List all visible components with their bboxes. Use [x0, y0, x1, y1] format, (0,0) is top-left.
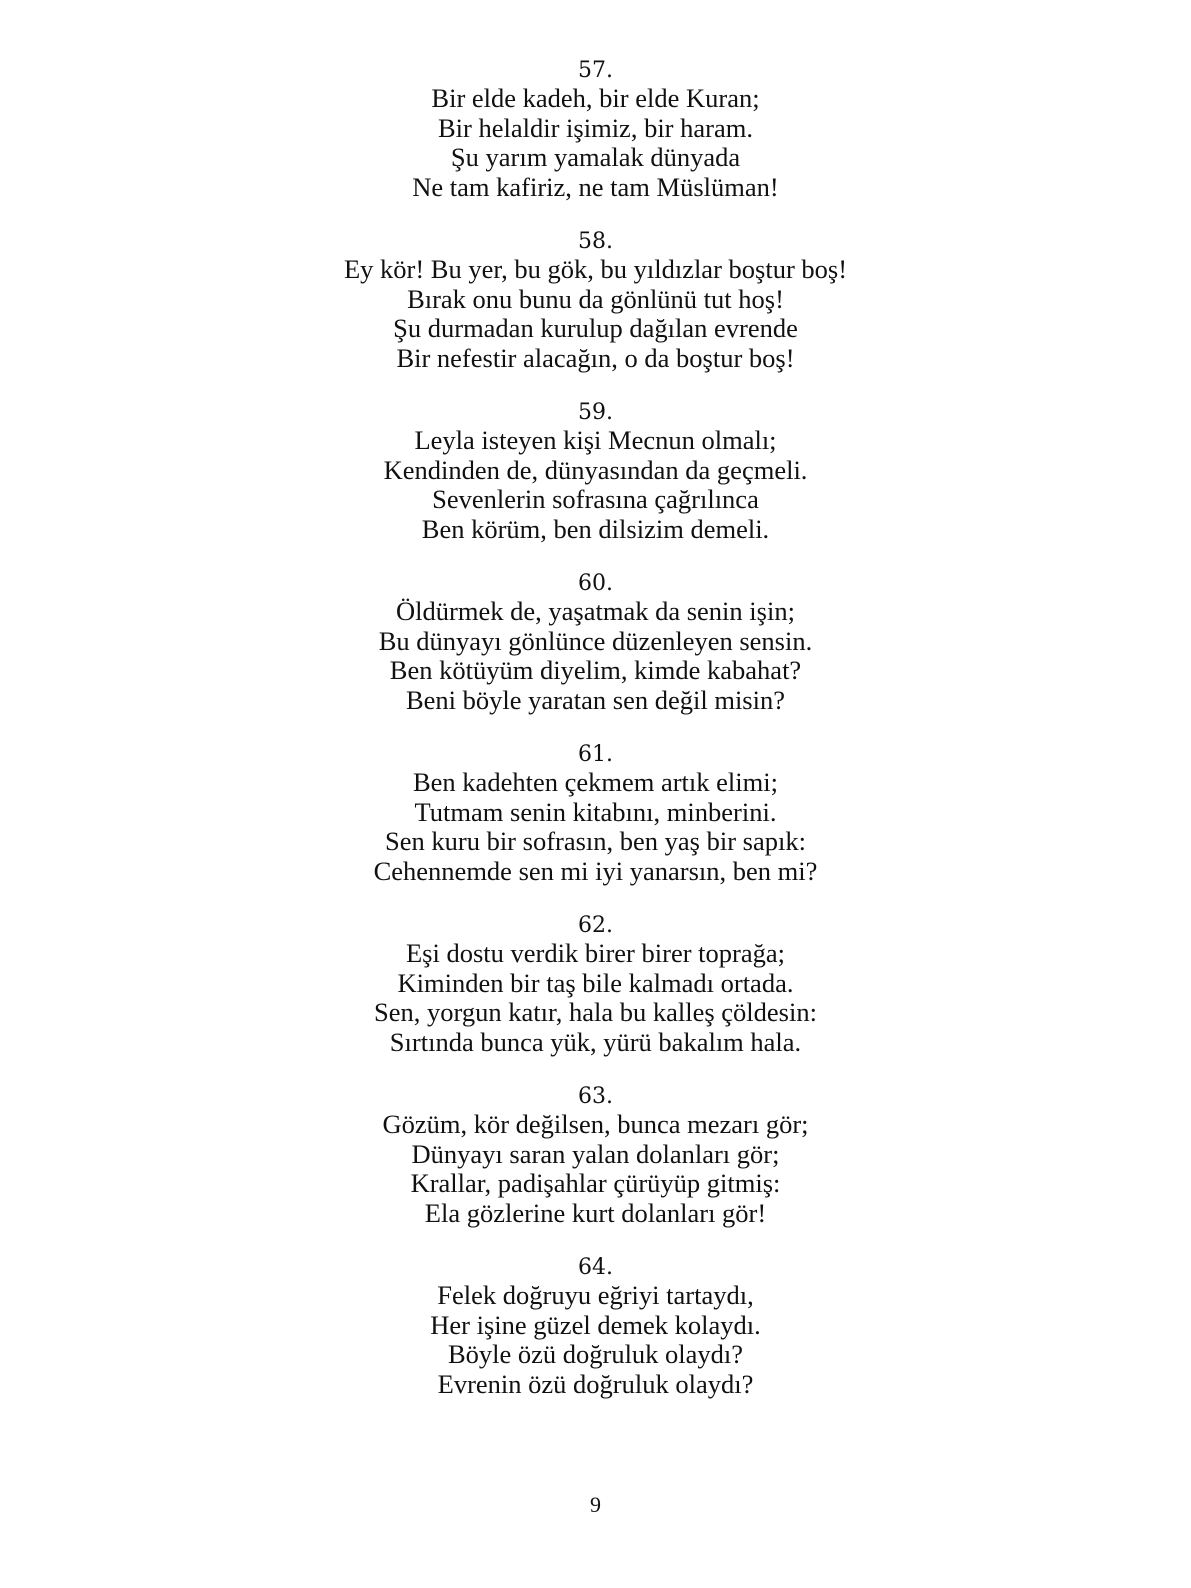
- verse-line: Şu yarım yamalak dünyada: [450, 142, 741, 172]
- verse-line: Beni böyle yaratan sen değil misin?: [406, 684, 785, 715]
- page-number: 9: [590, 1492, 601, 1517]
- verse-line: Bir elde kadeh, bir elde Kuran;: [431, 83, 760, 113]
- verse-line: Bu dünyayı gönlünce düzenleyen sensin.: [378, 625, 813, 656]
- verse-line: Kendinden de, dünyasından da geçmeli.: [383, 454, 808, 485]
- quatrain-62: [0, 913, 1191, 1057]
- verse-line: Sen kuru bir sofrasın, ben yaş bir sapık:: [385, 826, 806, 856]
- quatrain-number: 59.: [578, 400, 613, 425]
- verse-line: Evrenin özü doğruluk olaydı?: [437, 1368, 754, 1399]
- quatrain-number: 63.: [578, 1084, 613, 1109]
- verse-line: Bir helaldir işimiz, bir haram.: [438, 112, 753, 143]
- verse-line: Öldürmek de, yaşatmak da senin işin;: [396, 596, 795, 626]
- quatrain-number: 57.: [578, 58, 613, 83]
- verse-line: Gözüm, kör değilsen, bunca mezarı gör;: [382, 1109, 809, 1139]
- verse-line: Leyla isteyen kişi Mecnun olmalı;: [414, 425, 777, 455]
- verse-line: Her işine güzel demek kolaydı.: [430, 1309, 761, 1340]
- quatrain-list: [0, 58, 1191, 1426]
- quatrain-60: [0, 571, 1191, 715]
- verse-line: Böyle özü doğruluk olaydı?: [447, 1339, 744, 1369]
- verse-line: Felek doğruyu eğriyi tartaydı,: [437, 1280, 754, 1310]
- verse-line: Sırtında bunca yük, yürü bakalım hala.: [389, 1026, 802, 1057]
- quatrain-number: 58.: [578, 229, 613, 254]
- quatrain-number: 61.: [578, 742, 613, 767]
- quatrain-63: [0, 1084, 1191, 1228]
- quatrain-number: 60.: [578, 571, 613, 596]
- quatrain-number: 62.: [578, 913, 613, 938]
- quatrain-64: [0, 1255, 1191, 1399]
- verse-line: Eşi dostu verdik birer birer toprağa;: [406, 938, 785, 968]
- quatrain-number: 64.: [578, 1255, 613, 1280]
- verse-line: Sen, yorgun katır, hala bu kalleş çöldesin:: [374, 997, 817, 1027]
- quatrain-61: [0, 742, 1191, 886]
- quatrain-59: [0, 400, 1191, 544]
- verse-line: Ben kadehten çekmem artık elimi;: [413, 767, 778, 797]
- verse-line: Dünyayı saran yalan dolanları gör;: [411, 1138, 780, 1169]
- verse-line: Ey kör! Bu yer, bu gök, bu yıldızlar boştur boş!: [343, 254, 848, 284]
- verse-line: Cehennemde sen mi iyi yanarsın, ben mi?: [373, 855, 818, 886]
- verse-line: Bir nefestir alacağın, o da boştur boş!: [396, 342, 795, 373]
- verse-line: Bırak onu bunu da gönlünü tut hoş!: [407, 283, 784, 314]
- verse-line: Tutmam senin kitabını, minberini.: [414, 796, 777, 827]
- quatrain-58: [0, 229, 1191, 373]
- verse-line: Ben körüm, ben dilsizim demeli.: [421, 513, 770, 544]
- verse-line: Ben kötüyüm diyelim, kimde kabahat?: [389, 655, 802, 685]
- verse-line: Sevenlerin sofrasına çağrılınca: [432, 484, 759, 514]
- verse-line: Şu durmadan kurulup dağılan evrende: [393, 313, 798, 343]
- verse-line: Kiminden bir taş bile kalmadı ortada.: [397, 967, 794, 998]
- verse-line: Ne tam kafiriz, ne tam Müslüman!: [412, 171, 779, 202]
- quatrain-57: [0, 58, 1191, 202]
- verse-line: Ela gözlerine kurt dolanları gör!: [424, 1197, 767, 1228]
- verse-line: Krallar, padişahlar çürüyüp gitmiş:: [410, 1168, 781, 1198]
